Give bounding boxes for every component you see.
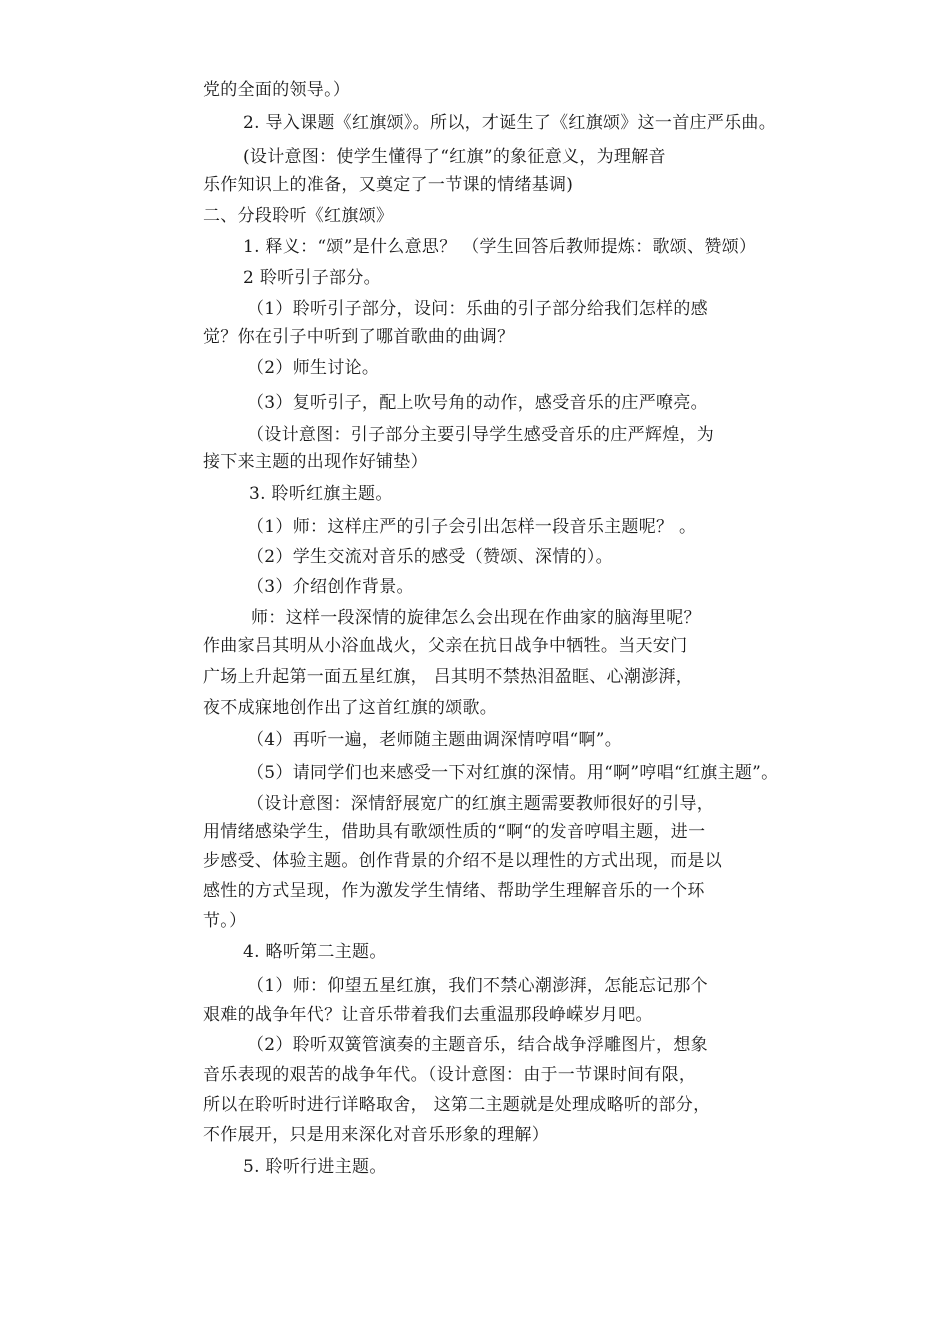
text-line: 音乐表现的艰苦的战争年代。（设计意图：由于一节课时间有限， (203, 1065, 697, 1085)
text-line: 节。） (203, 911, 247, 931)
text-line: 4. 略听第二主题。 (243, 942, 387, 962)
text-line: 所以在聆听时进行详略取舍， 这第二主题就是处理成略听的部分， (203, 1095, 711, 1115)
text-line: (设计意图：使学生懂得了“红旗”的象征意义，为理解音 (243, 147, 666, 167)
text-line: （4）再听一遍，老师随主题曲调深情哼唱“啊”。 (247, 730, 623, 750)
text-line: （2）师生讨论。 (247, 358, 380, 378)
text-line: 夜不成寐地创作出了这首红旗的颂歌。 (203, 698, 498, 718)
text-line: 3. 聆听红旗主题。 (249, 484, 393, 504)
text-line: （5）请同学们也来感受一下对红旗的深情。用“啊”哼唱“红旗主题”。 (247, 763, 779, 783)
text-line: （2）聆听双簧管演奏的主题音乐，结合战争浮雕图片，想象 (247, 1035, 708, 1055)
text-line: （1）师：这样庄严的引子会引出怎样一段音乐主题呢？ 。 (247, 517, 697, 537)
text-line: （1）师：仰望五星红旗，我们不禁心潮澎湃，怎能忘记那个 (247, 976, 708, 996)
text-line: 步感受、体验主题。创作背景的介绍不是以理性的方式出现，而是以 (203, 851, 722, 871)
text-line: （3）介绍创作背景。 (247, 577, 414, 597)
text-line: 师：这样一段深情的旋律怎么会出现在作曲家的脑海里呢？ (251, 608, 701, 628)
text-line: 乐作知识上的准备，又奠定了一节课的情绪基调) (203, 175, 574, 195)
text-line: （1）聆听引子部分，设问：乐曲的引子部分给我们怎样的感 (247, 299, 708, 319)
text-line: 艰难的战争年代？让音乐带着我们去重温那段峥嵘岁月吧。 (203, 1005, 653, 1025)
text-line: 2. 导入课题《红旗颂》。所以，才诞生了《红旗颂》这一首庄严乐曲。 (243, 113, 777, 133)
section-heading: 二、分段聆听《红旗颂》 (203, 206, 394, 226)
text-line: （3）复听引子，配上吹号角的动作，感受音乐的庄严嘹亮。 (247, 393, 708, 413)
text-line: 不作展开，只是用来深化对音乐形象的理解） (203, 1125, 549, 1145)
text-line: 用情绪感染学生，借助具有歌颂性质的“啊“的发音哼唱主题，进一 (203, 822, 706, 842)
text-line: （设计意图：深情舒展宽广的红旗主题需要教师很好的引导， (247, 794, 715, 814)
text-line: 感性的方式呈现，作为激发学生情绪、帮助学生理解音乐的一个环 (203, 881, 705, 901)
text-line: 5. 聆听行进主题。 (243, 1157, 387, 1177)
text-line: 1. 释义：“颂”是什么意思？ （学生回答后教师提炼：歌颂、赞颂） (243, 237, 757, 257)
text-line: 广场上升起第一面五星红旗， 吕其明不禁热泪盈眶、心潮澎湃， (203, 667, 694, 687)
text-line: 觉？你在引子中听到了哪首歌曲的曲调？ (203, 327, 515, 347)
text-line: （2）学生交流对音乐的感受（赞颂、深情的）。 (247, 547, 613, 567)
text-line: （设计意图：引子部分主要引导学生感受音乐的庄严辉煌，为 (247, 425, 715, 445)
text-line: 作曲家吕其明从小浴血战火，父亲在抗日战争中牺牲。当天安门 (203, 636, 688, 656)
text-line: 接下来主题的出现作好铺垫） (203, 452, 428, 472)
text-line: 党的全面的领导。） (203, 80, 351, 100)
text-line: 2 聆听引子部分。 (243, 268, 381, 288)
